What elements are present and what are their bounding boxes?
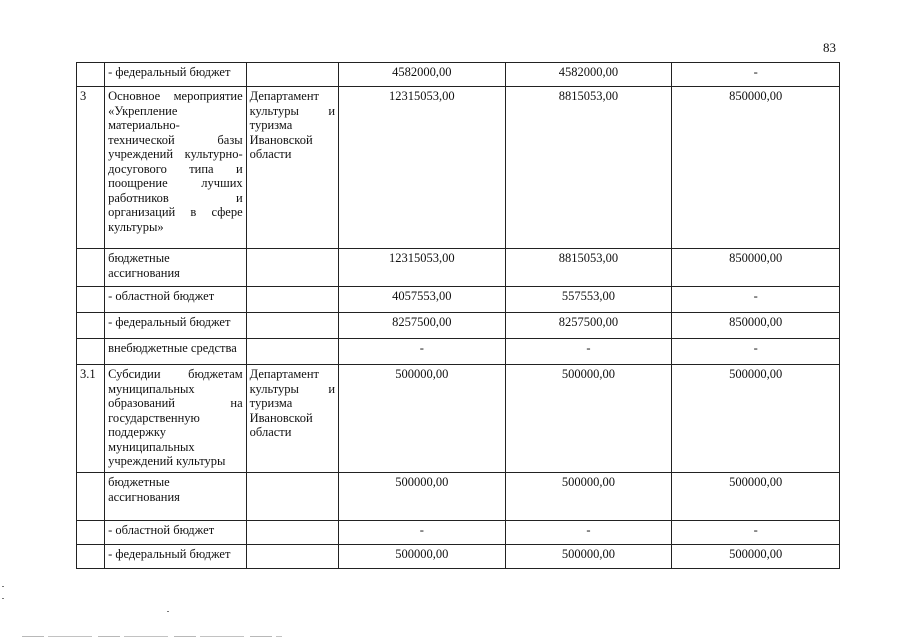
- row-total-cell: -: [339, 521, 506, 545]
- row-number-cell: [77, 63, 105, 87]
- row-number-cell: [77, 313, 105, 339]
- table-row: [77, 339, 840, 365]
- table-body: [77, 63, 840, 569]
- row-total-cell: 500000,00: [339, 473, 506, 521]
- row-value3-cell: 500000,00: [672, 473, 840, 521]
- row-value2-cell: 8257500,00: [505, 313, 672, 339]
- table-row: [77, 249, 840, 287]
- scan-speck: [2, 586, 4, 587]
- row-number-cell: [77, 521, 105, 545]
- row-value3-cell: 500000,00: [672, 545, 840, 569]
- row-number-cell: [77, 287, 105, 313]
- row-number-cell: 3.1: [77, 365, 105, 473]
- row-name-cell: - федеральный бюджет: [105, 313, 247, 339]
- table-row: [77, 87, 840, 249]
- row-number-cell: [77, 249, 105, 287]
- table-row: [77, 473, 840, 521]
- row-total-cell: 500000,00: [339, 545, 506, 569]
- row-number-cell: 3: [77, 87, 105, 249]
- table-row: [77, 365, 840, 473]
- row-total-cell: 4057553,00: [339, 287, 506, 313]
- row-name-cell: - федеральный бюджет: [105, 63, 247, 87]
- row-total-cell: 8257500,00: [339, 313, 506, 339]
- row-name-cell: - областной бюджет: [105, 521, 247, 545]
- row-value2-cell: 4582000,00: [505, 63, 672, 87]
- row-executor-cell: Департамент культуры и туризма Ивановской области: [246, 365, 338, 473]
- row-value2-cell: -: [505, 339, 672, 365]
- scan-speck: [167, 611, 169, 612]
- row-name-cell: внебюджетные средства: [105, 339, 247, 365]
- row-value2-cell: 557553,00: [505, 287, 672, 313]
- row-executor-cell: [246, 545, 338, 569]
- row-value3-cell: -: [672, 287, 840, 313]
- row-executor-cell: [246, 339, 338, 365]
- row-value3-cell: -: [672, 339, 840, 365]
- table-row: [77, 287, 840, 313]
- row-executor-cell: [246, 521, 338, 545]
- row-value2-cell: 8815053,00: [505, 87, 672, 249]
- row-value2-cell: 8815053,00: [505, 249, 672, 287]
- scan-artifact: [22, 636, 282, 637]
- row-total-cell: 500000,00: [339, 365, 506, 473]
- row-value3-cell: 850000,00: [672, 313, 840, 339]
- table-row: [77, 545, 840, 569]
- row-value3-cell: 850000,00: [672, 87, 840, 249]
- row-total-cell: 12315053,00: [339, 249, 506, 287]
- row-name-cell: бюджетные ассигнования: [105, 249, 247, 287]
- row-name-cell: Основное мероприятие «Укрепление материально-технической базы учреждений культурно-досугового типа и поощрение лучших работников и организаций в сфере культуры»: [105, 87, 247, 249]
- page-number: 83: [823, 40, 836, 55]
- row-executor-cell: [246, 287, 338, 313]
- row-name-cell: Субсидии бюджетам муниципальных образований на государственную поддержку муниципальных учреждений культуры: [105, 365, 247, 473]
- row-total-cell: -: [339, 339, 506, 365]
- row-value3-cell: -: [672, 63, 840, 87]
- row-executor-cell: [246, 313, 338, 339]
- row-total-cell: 4582000,00: [339, 63, 506, 87]
- row-value2-cell: -: [505, 521, 672, 545]
- row-executor-cell: [246, 473, 338, 521]
- table-row: [77, 521, 840, 545]
- table-row: [77, 313, 840, 339]
- table-row: [77, 63, 840, 87]
- budget-table: [76, 62, 840, 569]
- row-number-cell: [77, 473, 105, 521]
- row-value3-cell: -: [672, 521, 840, 545]
- row-name-cell: бюджетные ассигнования: [105, 473, 247, 521]
- row-value2-cell: 500000,00: [505, 365, 672, 473]
- row-executor-cell: [246, 63, 338, 87]
- row-total-cell: 12315053,00: [339, 87, 506, 249]
- row-value2-cell: 500000,00: [505, 545, 672, 569]
- row-number-cell: [77, 339, 105, 365]
- scan-speck: [2, 598, 4, 599]
- row-value2-cell: 500000,00: [505, 473, 672, 521]
- row-name-cell: - областной бюджет: [105, 287, 247, 313]
- row-executor-cell: [246, 249, 338, 287]
- row-number-cell: [77, 545, 105, 569]
- row-value3-cell: 500000,00: [672, 365, 840, 473]
- row-executor-cell: Департамент культуры и туризма Ивановской области: [246, 87, 338, 249]
- row-value3-cell: 850000,00: [672, 249, 840, 287]
- row-name-cell: - федеральный бюджет: [105, 545, 247, 569]
